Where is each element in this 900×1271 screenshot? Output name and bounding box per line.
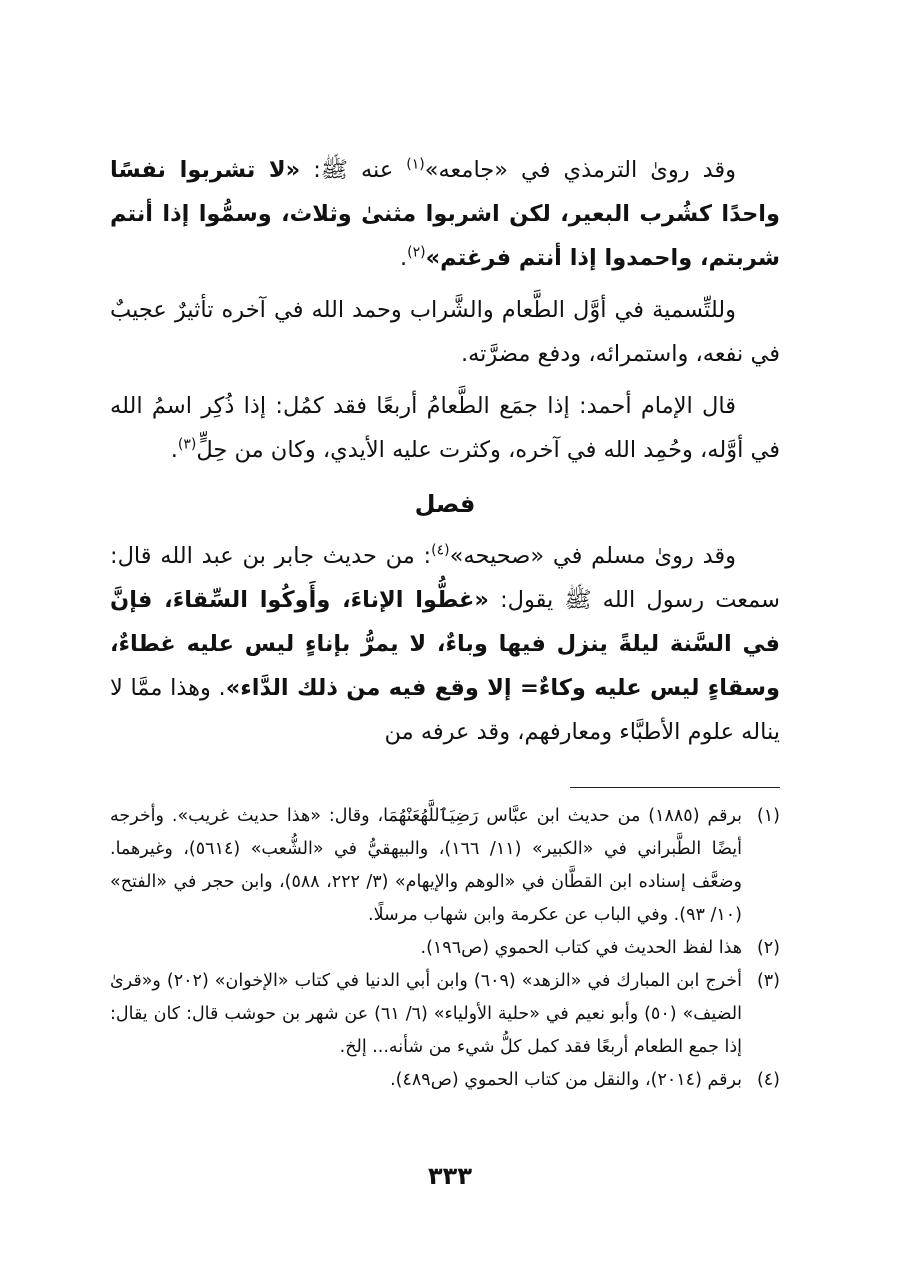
footnote-3 (110, 965, 780, 1064)
footnote-number: (١) (756, 806, 780, 826)
footnote-text: هذا لفظ الحديث في كتاب الحموي (ص١٩٦). (420, 938, 742, 958)
footnote-4 (110, 1064, 780, 1097)
hadith-quote-vessels: «غطُّوا الإناءَ، وأَوكُوا السِّقاءَ، فإنَّ في السَّنة ليلةً ينزل فيها وباءٌ، لا يمرُّ بإناءٍ ليس عليه غطاءٌ، وسقاءٍ ليس عليه وكاءٌ= إلا وقع فيه من ذلك الدَّاء» (110, 587, 780, 701)
footnote-ref-4[interactable]: (٤) (431, 542, 450, 559)
footnote-text: برقم (١٨٨٥) من حديث ابن عبَّاس رَضِيَٱللَّهُعَنْهُمَا، وقال: «هذا حديث غريب». وأخرجه أيضًا الطَّبراني في «الكبير» (١١/ ١٦٦)، والبيهقيُّ في «الشُّعب» (٥٦١٤)، وغيرهما. وضعَّف إسناده ابن القطَّان في «الوهم والإيهام» (٣/ ٢٢٢، ٥٨٨)، وابن حجر في «الفتح» (١٠/ ٩٣). وفي الباب عن عكرمة وابن شهاب مرسلًا. (110, 806, 742, 925)
hadith-quote-drinking: «لا تشربوا نفسًا واحدًا كشُرب البعير، لكن اشربوا مثنىٰ وثلاث، وسمُّوا إذا أنتم شربتم، واحمدوا إذا أنتم فرغتم» (110, 157, 780, 271)
paragraph-muslim-isnad: : من حديث جابر بن عبد الله قال: سمعت رسول الله ﷺ يقول: (110, 543, 780, 613)
paragraph-imam-ahmad-end: . (170, 437, 178, 463)
page-number: ٣٣٣ (428, 1162, 472, 1190)
paragraph-imam-ahmad (110, 384, 780, 472)
section-heading: فصل (414, 490, 476, 518)
paragraph-muslim-comment: . وهذا ممَّا لا يناله علوم الأطبَّاء ومعارفهم، وقد عرفه من (110, 675, 780, 745)
paragraph-tirmidhi-attribution: عنه ﷺ: (300, 157, 407, 183)
footnote-text: برقم (٢٠١٤)، والنقل من كتاب الحموي (ص٤٨٩). (390, 1070, 742, 1090)
footnotes (110, 800, 780, 1097)
footnote-2 (110, 932, 780, 965)
footnote-number: (٣) (756, 971, 780, 991)
footnote-ref-1[interactable]: (١) (406, 156, 425, 173)
paragraph-muslim-intro: وقد روىٰ مسلم في «صحيحه» (449, 543, 736, 569)
footnote-ref-2[interactable]: (٢) (407, 244, 426, 261)
paragraph-tirmidhi (110, 148, 780, 280)
footnote-1 (110, 800, 780, 932)
paragraph-tirmidhi-end: . (399, 245, 408, 271)
paragraph-tasmiya: وللتِّسمية في أوَّل الطَّعام والشَّراب وحمد الله في آخره تأثيرٌ عجيبٌ في نفعه، واستمرائه، ودفع مضرَّته. (110, 297, 780, 367)
footnote-text: أخرج ابن المبارك في «الزهد» (٦٠٩) وابن أبي الدنيا في كتاب «الإخوان» (٢٠٢) و«قرىٰ الضيف» (٥٠) وأبو نعيم في «حلية الأولياء» (٦/ ٦١) عن شهر بن حوشب قال: كان يقال: إذا جمع الطعام أربعًا فقد كمل كلُّ شيء من شأنه... إلخ. (110, 971, 742, 1057)
footnote-number: (٢) (756, 938, 780, 958)
footnote-ref-3[interactable]: (٣) (177, 436, 197, 453)
main-text (110, 148, 780, 762)
footnote-number: (٤) (756, 1070, 780, 1090)
paragraph-imam-ahmad-text: قال الإمام أحمد: إذا جمَع الطَّعامُ أربعًا فقد كمُل: إذا ذُكِر اسمُ الله في أوَّله، وحُمِد الله في آخره، وكثرت عليه الأيدي، وكان من حِلٍّ (110, 393, 780, 463)
paragraph-tirmidhi-intro: وقد روىٰ الترمذي في «جامعه» (424, 157, 736, 183)
paragraph-muslim (110, 534, 780, 754)
footnote-separator (570, 787, 780, 788)
